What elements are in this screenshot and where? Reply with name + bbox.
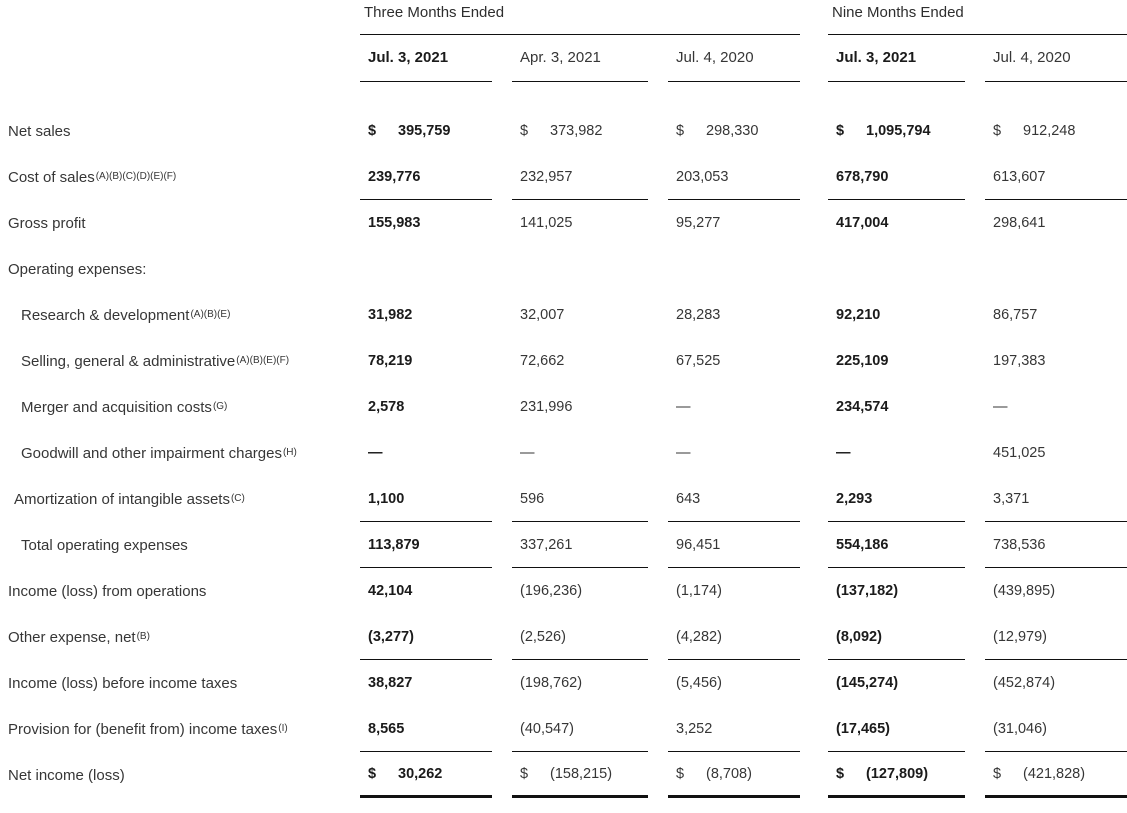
table-row: [0, 522, 1127, 568]
cell-value: 155,983: [368, 215, 421, 231]
row-label-cell: Provision for (benefit from) income taxes (I): [8, 720, 288, 738]
value-cell: [668, 706, 828, 752]
column-header-cell: [985, 34, 1127, 82]
value-cell: [668, 752, 828, 798]
row-label-cell: [0, 108, 360, 154]
value-cell: [985, 752, 1127, 798]
table-row: [0, 568, 1127, 614]
value-cell: [985, 430, 1127, 476]
value-cell: [668, 568, 828, 614]
value-cell: [360, 752, 512, 798]
column-header: Jul. 4, 2020: [993, 49, 1071, 66]
value-cell: [360, 660, 512, 706]
cell-value: (12,979): [993, 628, 1048, 645]
row-label: Amortization of intangible assets: [14, 490, 230, 508]
row-label: Gross profit: [8, 214, 86, 232]
table-row: [0, 108, 1127, 154]
row-label: Selling, general & administrative: [21, 352, 236, 370]
row-label-cell: Cost of sales (A)(B)(C)(D)(E)(F): [8, 168, 177, 186]
row-label-cell: [0, 200, 360, 246]
value-cell: [828, 476, 985, 522]
cell-value: 373,982: [550, 123, 603, 139]
table-row: [0, 660, 1127, 706]
value-cell: [360, 384, 512, 430]
cell-value: (5,456): [676, 675, 722, 691]
table-row: [0, 476, 1127, 522]
value-cell: [985, 476, 1127, 522]
table-row: [0, 246, 1127, 292]
currency-symbol: $: [836, 123, 845, 139]
currency-symbol: $: [993, 123, 1002, 139]
row-label: Operating expenses:: [8, 260, 147, 278]
value-cell: [360, 476, 512, 522]
value-cell: [668, 614, 828, 660]
cell-value: 239,776: [368, 168, 421, 185]
value-cell: [512, 614, 668, 660]
value-cell: [668, 522, 828, 568]
row-label: Cost of sales: [8, 168, 95, 186]
cell-value: (4,282): [676, 628, 722, 645]
value-cell: [668, 660, 828, 706]
cell-value: 203,053: [676, 168, 729, 185]
cell-value: (8,092): [836, 628, 882, 645]
table-body: [0, 108, 1127, 798]
row-label-cell: Merger and acquisition costs (G): [21, 398, 228, 416]
value-cell: [360, 568, 512, 614]
value-cell: [360, 338, 512, 384]
cell-value: (8,708): [706, 765, 752, 782]
value-cell: [512, 476, 668, 522]
value-cell: [360, 522, 512, 568]
cell-value: —: [676, 445, 691, 461]
cell-value: 395,759: [398, 123, 451, 139]
cell-value: (2,526): [520, 628, 566, 645]
cell-value: 596: [520, 490, 545, 507]
cell-value: 643: [676, 490, 701, 507]
value-cell: [985, 108, 1127, 154]
column-header-cell: [668, 34, 828, 82]
value-cell: [360, 108, 512, 154]
cell-value: 78,219: [368, 353, 413, 369]
value-cell: [985, 660, 1127, 706]
cell-value: —: [993, 399, 1008, 415]
row-label: Income (loss) from operations: [8, 582, 207, 600]
currency-symbol: $: [993, 765, 1002, 782]
value-cell: [512, 292, 668, 338]
cell-value: 31,982: [368, 307, 413, 323]
value-cell: [668, 108, 828, 154]
column-header-cell: [828, 34, 985, 82]
group-header-spacer: [0, 4, 360, 34]
value-cell: [828, 200, 985, 246]
cell-value: 197,383: [993, 353, 1046, 369]
currency-symbol: $: [836, 765, 845, 782]
value-cell: [828, 660, 985, 706]
cell-value: 738,536: [993, 536, 1046, 553]
column-group-label-nine-months: Nine Months Ended: [832, 4, 964, 21]
value-cell: [512, 108, 668, 154]
cell-value: 28,283: [676, 307, 721, 323]
value-cell: [985, 154, 1127, 200]
value-cell: [985, 522, 1127, 568]
cell-value: 72,662: [520, 353, 565, 369]
cell-value: (452,874): [993, 675, 1056, 691]
row-label-cell: Research & development (A)(B)(E): [21, 306, 231, 324]
value-cell: [828, 522, 985, 568]
table-row: [0, 614, 1127, 660]
cell-value: 95,277: [676, 215, 721, 231]
row-label-cell: Goodwill and other impairment charges (H): [21, 444, 297, 462]
currency-symbol: $: [520, 123, 529, 139]
value-cell: [668, 154, 828, 200]
cell-value: 141,025: [520, 215, 573, 231]
cell-value: (158,215): [550, 765, 613, 782]
column-header-cell: [360, 34, 512, 82]
cell-value: 3,252: [676, 720, 713, 737]
value-cell: [360, 430, 512, 476]
row-label-cell: [0, 660, 360, 706]
value-cell: [360, 706, 512, 752]
value-cell: [985, 292, 1127, 338]
value-cell: [360, 614, 512, 660]
value-cell: [512, 706, 668, 752]
row-label: Income (loss) before income taxes: [8, 674, 238, 692]
cell-value: —: [520, 445, 535, 461]
cell-value: 113,879: [368, 536, 420, 553]
value-cell: [512, 660, 668, 706]
column-group-header-row: [0, 4, 1127, 34]
value-cell: [828, 246, 985, 292]
value-cell: [828, 292, 985, 338]
column-header: Jul. 4, 2020: [676, 49, 754, 66]
row-label-cell: [0, 568, 360, 614]
column-group-label-three-months: Three Months Ended: [364, 4, 505, 21]
cell-value: 1,100: [368, 490, 405, 507]
cell-value: 678,790: [836, 168, 889, 185]
cell-value: 298,641: [993, 215, 1046, 231]
column-header: Apr. 3, 2021: [520, 49, 601, 66]
cell-value: 417,004: [836, 215, 889, 231]
value-cell: [668, 200, 828, 246]
cell-value: 2,578: [368, 399, 405, 415]
cell-value: 38,827: [368, 675, 413, 691]
table-row: [0, 154, 1127, 200]
cell-value: 298,330: [706, 123, 759, 139]
cell-value: (196,236): [520, 583, 583, 599]
column-header-cell: [512, 34, 668, 82]
value-cell: [985, 200, 1127, 246]
cell-value: 67,525: [676, 353, 721, 369]
group-cell-nine-months: [828, 4, 1127, 34]
table-row: [0, 338, 1127, 384]
cell-value: 234,574: [836, 399, 889, 415]
value-cell: [828, 568, 985, 614]
value-cell: [360, 200, 512, 246]
value-cell: [512, 752, 668, 798]
row-label: Provision for (benefit from) income taxes: [8, 720, 278, 738]
value-cell: [512, 246, 668, 292]
value-cell: [828, 384, 985, 430]
cell-value: 232,957: [520, 168, 573, 185]
row-label-cell: [0, 246, 360, 292]
cell-value: (145,274): [836, 675, 899, 691]
row-label: Goodwill and other impairment charges: [21, 444, 282, 462]
cell-value: 337,261: [520, 536, 573, 553]
currency-symbol: $: [368, 765, 377, 782]
row-label-cell: [0, 752, 360, 798]
value-cell: [512, 522, 668, 568]
value-cell: [360, 292, 512, 338]
cell-value: (439,895): [993, 583, 1056, 599]
value-cell: [828, 430, 985, 476]
cell-value: (3,277): [368, 628, 414, 645]
cell-value: 42,104: [368, 583, 413, 599]
column-header-row: [0, 34, 1127, 82]
table-row: [0, 430, 1127, 476]
currency-symbol: $: [676, 765, 685, 782]
header-spacer: [0, 34, 360, 82]
value-cell: [985, 246, 1127, 292]
cell-value: 96,451: [676, 536, 721, 553]
value-cell: [668, 246, 828, 292]
row-label: Net income (loss): [8, 766, 125, 784]
value-cell: [668, 338, 828, 384]
cell-value: (17,465): [836, 720, 891, 737]
row-label-cell: Other expense, net (B): [8, 628, 150, 646]
value-cell: [828, 706, 985, 752]
value-cell: [512, 154, 668, 200]
currency-symbol: $: [368, 123, 377, 139]
row-label: Research & development: [21, 306, 190, 324]
value-cell: [985, 384, 1127, 430]
value-cell: [512, 430, 668, 476]
cell-value: 8,565: [368, 720, 405, 737]
value-cell: [360, 154, 512, 200]
row-label-cell: Amortization of intangible assets (C): [14, 490, 245, 508]
currency-symbol: $: [520, 765, 529, 782]
column-header: Jul. 3, 2021: [368, 49, 449, 66]
value-cell: [985, 706, 1127, 752]
table-row: [0, 200, 1127, 246]
value-cell: [668, 384, 828, 430]
cell-value: 3,371: [993, 490, 1030, 507]
cell-value: 231,996: [520, 399, 573, 415]
cell-value: 86,757: [993, 307, 1038, 323]
cell-value: (40,547): [520, 720, 575, 737]
cell-value: 92,210: [836, 307, 881, 323]
value-cell: [828, 108, 985, 154]
group-cell-three-months: [360, 4, 828, 34]
cell-value: 2,293: [836, 490, 873, 507]
cell-value: 225,109: [836, 353, 889, 369]
value-cell: [828, 752, 985, 798]
cell-value: 912,248: [1023, 123, 1076, 139]
cell-value: (1,174): [676, 583, 722, 599]
value-cell: [985, 568, 1127, 614]
row-label: Net sales: [8, 122, 71, 140]
cell-value: 613,607: [993, 168, 1046, 185]
cell-value: 32,007: [520, 307, 565, 323]
value-cell: [512, 384, 668, 430]
cell-value: 451,025: [993, 445, 1046, 461]
table-row: [0, 706, 1127, 752]
cell-value: (137,182): [836, 583, 899, 599]
row-label: Merger and acquisition costs: [21, 398, 212, 416]
value-cell: [512, 338, 668, 384]
header-body-gap: [0, 82, 1127, 108]
value-cell: [985, 614, 1127, 660]
cell-value: (31,046): [993, 720, 1048, 737]
cell-value: (198,762): [520, 675, 583, 691]
value-cell: [668, 476, 828, 522]
currency-symbol: $: [676, 123, 685, 139]
value-cell: [512, 200, 668, 246]
cell-value: 30,262: [398, 765, 443, 782]
value-cell: [985, 338, 1127, 384]
value-cell: [668, 430, 828, 476]
column-header: Jul. 3, 2021: [836, 49, 917, 66]
value-cell: [668, 292, 828, 338]
value-cell: [828, 338, 985, 384]
table-row: [0, 752, 1127, 798]
row-label: Total operating expenses: [21, 536, 188, 554]
row-label: Other expense, net: [8, 628, 136, 646]
cell-value: —: [676, 399, 691, 415]
cell-value: 1,095,794: [866, 123, 931, 139]
row-label-cell: [0, 522, 360, 568]
cell-value: 554,186: [836, 536, 889, 553]
value-cell: [360, 246, 512, 292]
value-cell: [828, 614, 985, 660]
cell-value: (127,809): [866, 765, 929, 782]
table-row: [0, 292, 1127, 338]
value-cell: [828, 154, 985, 200]
cell-value: (421,828): [1023, 765, 1086, 782]
cell-value: —: [368, 445, 383, 461]
row-label-cell: Selling, general & administrative (A)(B)(E)(F): [21, 352, 290, 370]
table-row: [0, 384, 1127, 430]
cell-value: —: [836, 445, 851, 461]
value-cell: [512, 568, 668, 614]
